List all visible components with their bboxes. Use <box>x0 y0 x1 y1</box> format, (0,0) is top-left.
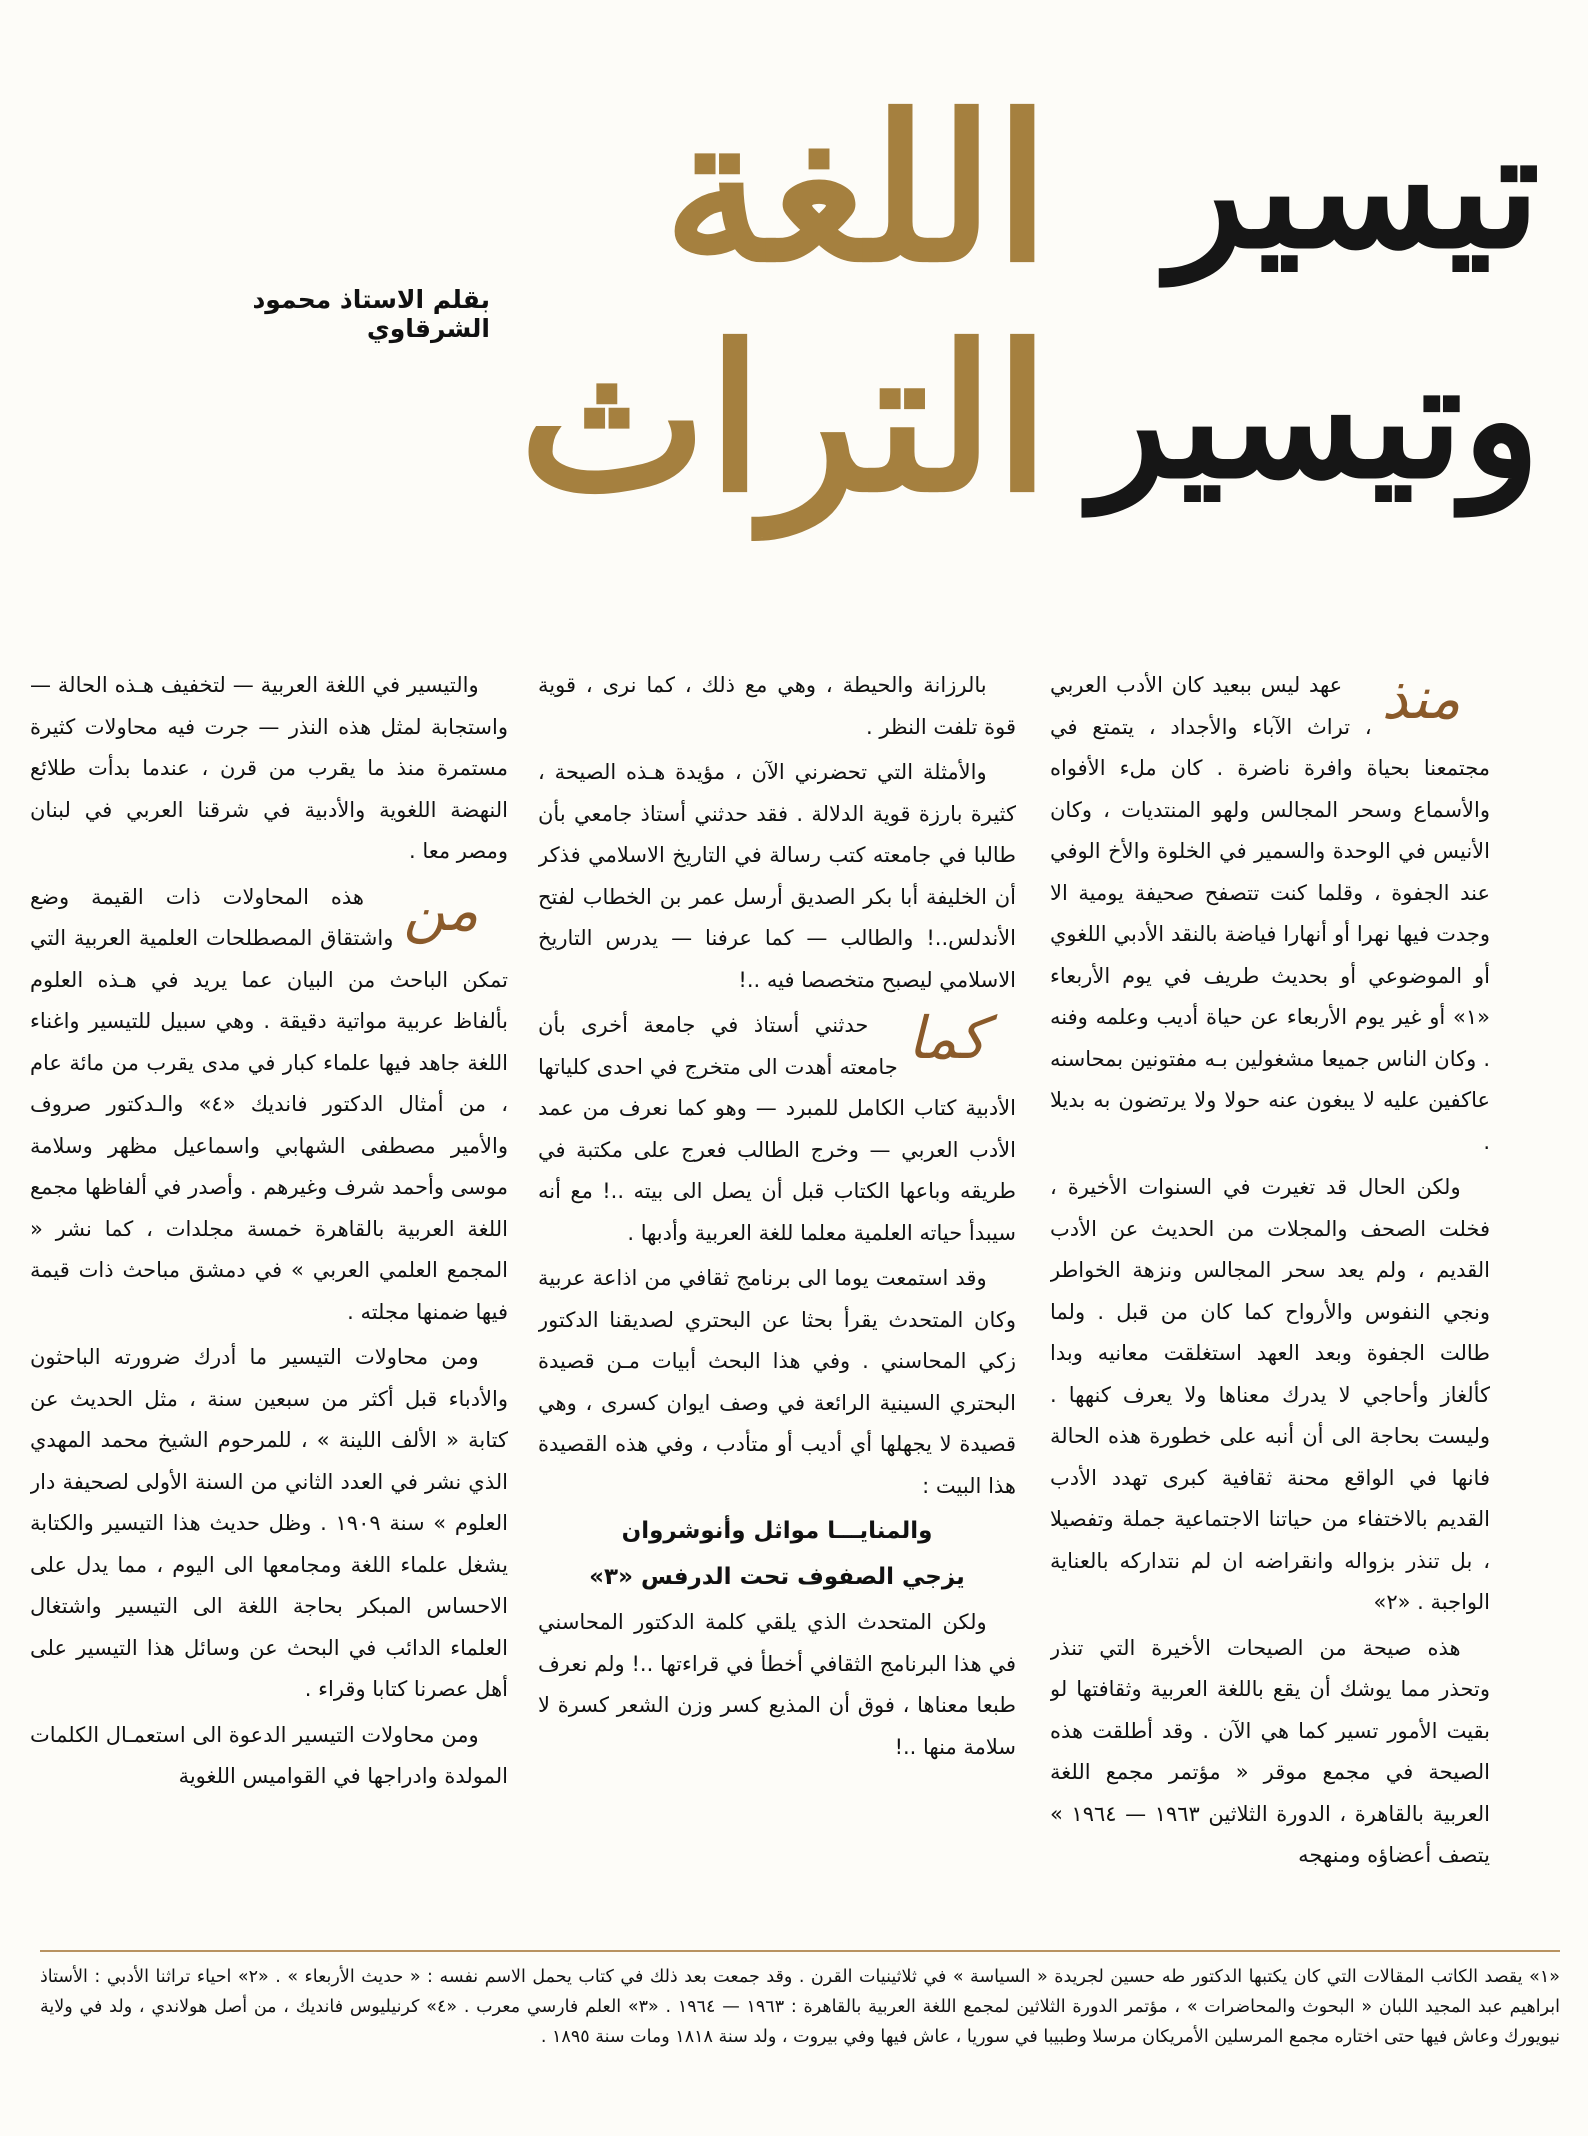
author-byline: بقلم الاستاذ محمود الشرقاوي <box>252 285 490 343</box>
footnotes: «١» يقصد الكاتب المقالات التي كان يكتبها الدكتور طه حسين لجريدة « السياسة » في ثلاثينيات القرن . وقد جمعت بعد ذلك في كتاب يحمل الاسم نفسه : « حديث الأربعاء » . «٢» احياء تراثنا الأدبي : الأستاذ ابراهيم عبد المجيد اللبان « البحوث والمحاضرات » ، مؤتمر الدورة الثلاثين لمجمع اللغة العربية بالقاهرة : ١٩٦٣ — ١٩٦٤ . «٣» العلم فارسي معرب . «٤» كرنيليوس فانديك ، من أصل هولاندي ، ولد في ولاية نيويورك وعاش فيها حتى اختاره مجمع المرسلين الأمريكان مرسلا وطبيبا في سوريا ، عاش فيها وفي بيروت ، ولد سنة ١٨١٨ ومات سنة ١٨٩٥ . <box>40 1967 1560 2047</box>
poetry-verse-first-half: والمنايـــا مواثل وأنوشروان <box>621 1518 933 1544</box>
paragraph: هذه صيحة من الصيحات الأخيرة التي تنذر وتحذر مما يوشك أن يقع باللغة العربية وثقافتها لو بقيت الأمور تسير كما هي الآن . وقد أطلقت هذه الصيحة في مجمع موقر « مؤتمر مجمع اللغة العربية بالقاهرة ، الدورة الثلاثين ١٩٦٣ — ١٩٦٤ » يتصف أعضاؤه ومنهجه <box>1050 1635 1490 1867</box>
paragraph: بالرزانة والحيطة ، وهي مع ذلك ، كما نرى ، قوية قوة تلفت النظر . <box>538 673 1016 739</box>
paragraph: والتيسير في اللغة العربية — لتخفيف هـذه الحالة — واستجابة لمثل هذه النذر — جرت فيه محاولات كثيرة مستمرة منذ ما يقرب من قرن ، عندما بدأت طلائع النهضة اللغوية والأدبية في شرقنا العربي في لبنان ومصر معا . <box>30 673 508 863</box>
paragraph <box>538 1005 1016 1254</box>
title-word-al-turath: التراث <box>518 302 1050 537</box>
paragraph: ولكن المتحدث الذي يلقي كلمة الدكتور المحاسني في هذا البرنامج الثقافي أخطأ في قراءتها ..! ولم نعرف طبعا معناها ، فوق أن المذيع كسر وزن الشعر كسرة لا سلامة منها ..! <box>538 1610 1016 1759</box>
title-word-wa-tayseer: وتيسير <box>1090 326 1540 514</box>
paragraph: ومن محاولات التيسير ما أدرك ضرورته الباحثون والأدباء قبل أكثر من سبعين سنة ، مثل الحديث عن كتابة « الألف اللينة » ، للمرحوم الشيخ محمد المهدي الذي نشر في العدد الثاني من السنة الأولى لصحيفة دار العلوم » سنة ١٩٠٩ . وظل حديث هذا التيسير والكتابة يشغل علماء اللغة ومجامعها الى اليوم ، مما يدل على الاحساس المبكر بحاجة اللغة الى التيسير واشتغال العلماء الدائب في البحث عن وسائل هذا التيسير على أهل عصرنا كتابا وقراء . <box>30 1345 508 1701</box>
footnote-divider <box>40 1950 1560 1952</box>
drop-cap: من <box>403 875 479 944</box>
paragraph: ومن محاولات التيسير الدعوة الى استعمـال الكلمات المولدة وادراجها في القواميس اللغوية <box>30 1722 508 1788</box>
paragraph-text: حدثني أستاذ في جامعة أخرى بأن جامعته أهدت الى متخرج في احدى كلياتها الأدبية كتاب الكامل للمبرد — وهو كما نعرف من عمد الأدب العربي — وخرج الطالب فعرج على مكتبة في طريقه وباعها الكتاب قبل أن يصل الى بيته ..! مع أنه سيبدأ حياته العلمية معلما للغة العربية وأدبها . <box>538 1013 1016 1245</box>
title-word-tayseer: تيسير <box>1167 96 1540 284</box>
poetry-verse-second-half: يزجي الصفوف تحت الدرفس «٣» <box>589 1563 965 1590</box>
paragraph <box>30 877 508 1334</box>
paragraph: والأمثلة التي تحضرني الآن ، مؤيدة هـذه الصيحة ، كثيرة بارزة قوية الدلالة . فقد حدثني أستاذ جامعي بأن طالبا في جامعته كتب رسالة في التاريخ الاسلامي فذكر أن الخليفة أبا بكر الصديق أرسل عمر بن الخطاب لفتح الأندلس..! والطالب — كما عرفنا — يدرس التاريخ الاسلامي ليصبح متخصصا فيه ..! <box>538 760 1016 992</box>
drop-cap: كما <box>907 1004 987 1072</box>
paragraph-text: هذه المحاولات ذات القيمة وضع واشتقاق المصطلحات العلمية العربية التي تمكن الباحث من البيان عما يريد في هـذه العلوم بألفاظ عربية مواتية دقيقة . وهي سبيل للتيسير واغناء اللغة جاهد فيها علماء كبار في مدى يقرب من مائة عام ، من أمثال الدكتور فانديك «٤» والـدكتور صروف والأمير مصطفى الشهابي واسماعيل مظهر وسلامة موسى وأحمد شرف وغيرهم . وأصدر في ألفاظها مجمع اللغة العربية بالقاهرة خمسة مجلدات ، كما نشر « المجمع العلمي العربي » في دمشق مباحث ذات قيمة فيها ضمنها مجلته . <box>30 884 508 1324</box>
paragraph: ولكن الحال قد تغيرت في السنوات الأخيرة ، فخلت الصحف والمجلات من الحديث عن الأدب القديم ، ولم يعد سحر المجالس ونزهة الخواطر ونجي النفوس والأرواح كما كان من قبل . ولما طالت الجفوة وبعد العهد استغلقت معانيه وبدا كألغاز وأحاجي لا يدرك معناها ولا يعرف كنهها . وليست بحاجة الى أن أنبه على خطورة هذه الحالة فانها في الواقع محنة ثقافية كبرى تهدد الأدب القديم بالاختفاء من حياتنا الاجتماعية جملة وتفصيلا ، بل تنذر بزواله وانقراضه ان لم نتداركه بالعناية الواجبة . «٢» <box>1050 1175 1490 1614</box>
drop-cap: منذ <box>1381 665 1461 732</box>
paragraph-text: عهد ليس ببعيد كان الأدب العربي ، تراث الآباء والأجداد ، يتمتع في مجتمعنا بحياة وافرة ناضرة . كان ملء الأفواه والأسماع وسحر المجالس ولهو المنتديات ، وكان الأنيس في الوحدة والسمير في الخلوة والأخ الوفي عند الجفوة ، وقلما كنت تتصفح صحيفة يومية الا وجدت فيها نهرا أو أنهارا فياضة بالنقد الأدبي اللغوي أو الموضوعي أو بحديث طريف في يوم الأربعاء «١» أو غير يوم الأربعاء عن حياة أديب وعلمه وفنه . وكان الناس جميعا مشغولين بـه مفتونين بمحاسنه عاكفين عليه لا يبغون عنه حولا ولا يرتضون به بديلا . <box>1050 673 1490 1154</box>
text-column-right <box>1050 665 1490 1935</box>
paragraph <box>1050 665 1490 1163</box>
title-word-al-lugha: اللغة <box>663 72 1050 307</box>
text-column-middle <box>538 665 1016 1935</box>
paragraph: وقد استمعت يوما الى برنامج ثقافي من اذاعة عربية وكان المتحدث يقرأ بحثا عن البحتري لصديقنا الدكتور زكي المحاسني . وفي هذا البحث أبيات مـن قصيدة البحتري السينية الرائعة في وصف ايوان كسرى ، وهي قصيدة لا يجهلها أي أديب أو متأدب ، وفي هذه القصيدة هذا البيت : <box>538 1266 1016 1498</box>
article-title <box>518 70 1550 550</box>
text-column-left <box>30 665 508 1935</box>
